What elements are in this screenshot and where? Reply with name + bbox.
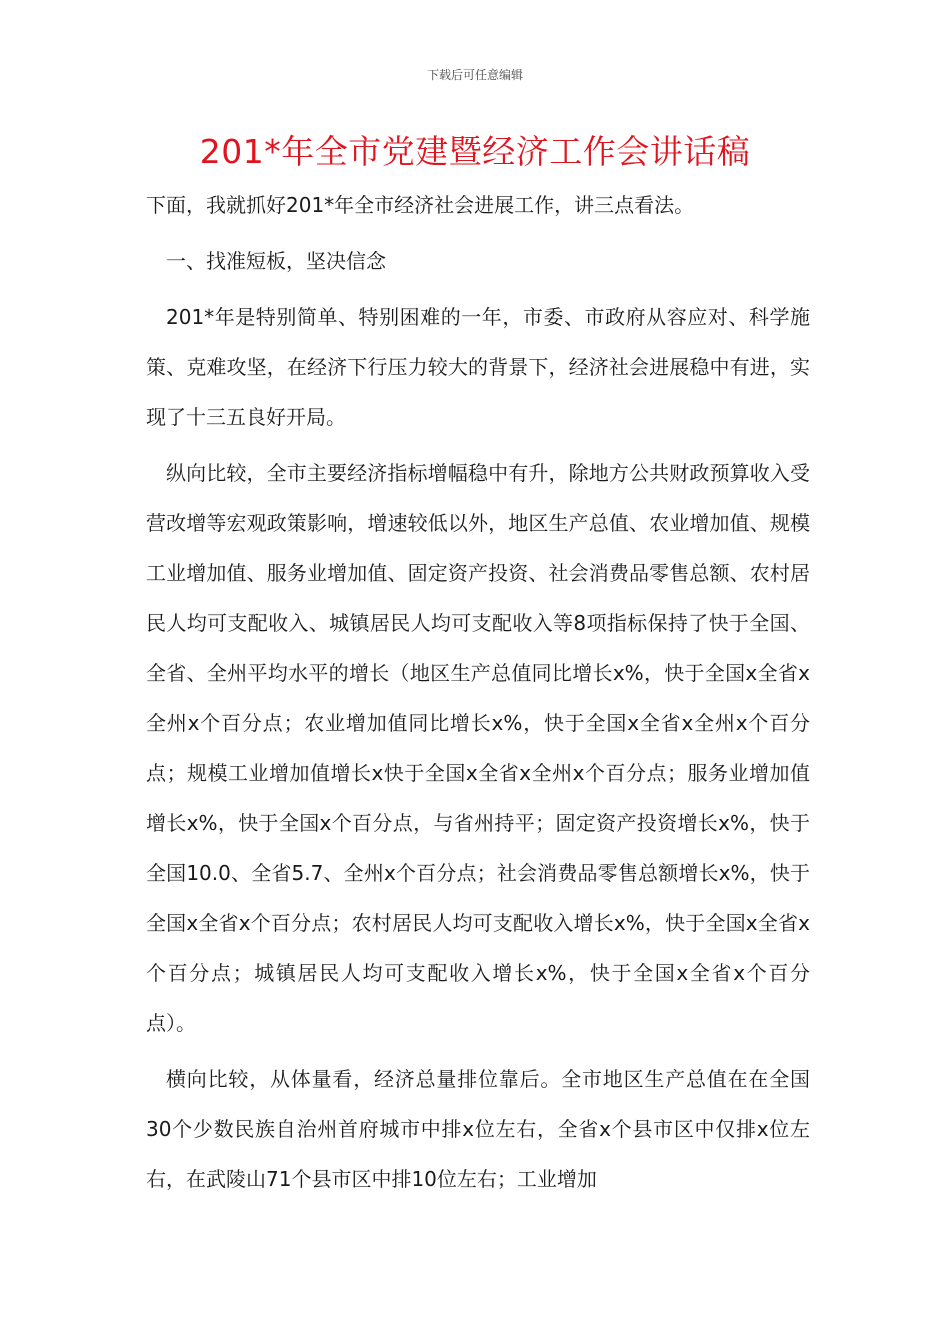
intro-paragraph: 下面，我就抓好201*年全市经济社会进展工作，讲三点看法。 [146,193,695,217]
section-heading: 一、找准短板，坚决信念 [166,249,386,273]
document-title: 201*年全市党建暨经济工作会讲话稿 [199,132,751,171]
header-note: 下载后可任意编辑 [426,68,523,82]
body-paragraph: 横向比较，从体量看，经济总量排位靠后。全市地区生产总值在在全国30个少数民族自治州首府城市中排x位左右，全省x个县市区中仅排x位左右，在武陵山71个县市区中排10位左右；工业增加 [146,1067,810,1191]
body-paragraph: 纵向比较，全市主要经济指标增幅稳中有升，除地方公共财政预算收入受营改增等宏观政策影响，增速较低以外，地区生产总值、农业增加值、规模工业增加值、服务业增加值、固定资产投资、社会消费品零售总额、农村居民人均可支配收入、城镇居民人均可支配收入等8项指标保持了快于全国、全省、全州平均水平的增长（地区生产总值同比增长x%，快于全国x全省x全州x个百分点；农业增加值同比增长x%，快于全国x全省x全州x个百分点；规模工业增加值增长x快于全国x全省x全州x个百分点；服务业增加值增长x%，快于全国x个百分点，与省州持平；固定资产投资增长x%，快于全国10.0、全省5.7、全州x个百分点；社会消费品零售总额增长x%，快于全国x全省x个百分点；农村居民人均可支配收入增长x%，快于全国x全省x个百分点；城镇居民人均可支配收入增长x%，快于全国x全省x个百分点）。 [146,461,810,1035]
body-paragraph: 201*年是特别简单、特别困难的一年，市委、市政府从容应对、科学施策、克难攻坚，在经济下行压力较大的背景下，经济社会进展稳中有进，实现了十三五良好开局。 [146,305,810,429]
document-body [146,180,810,1204]
